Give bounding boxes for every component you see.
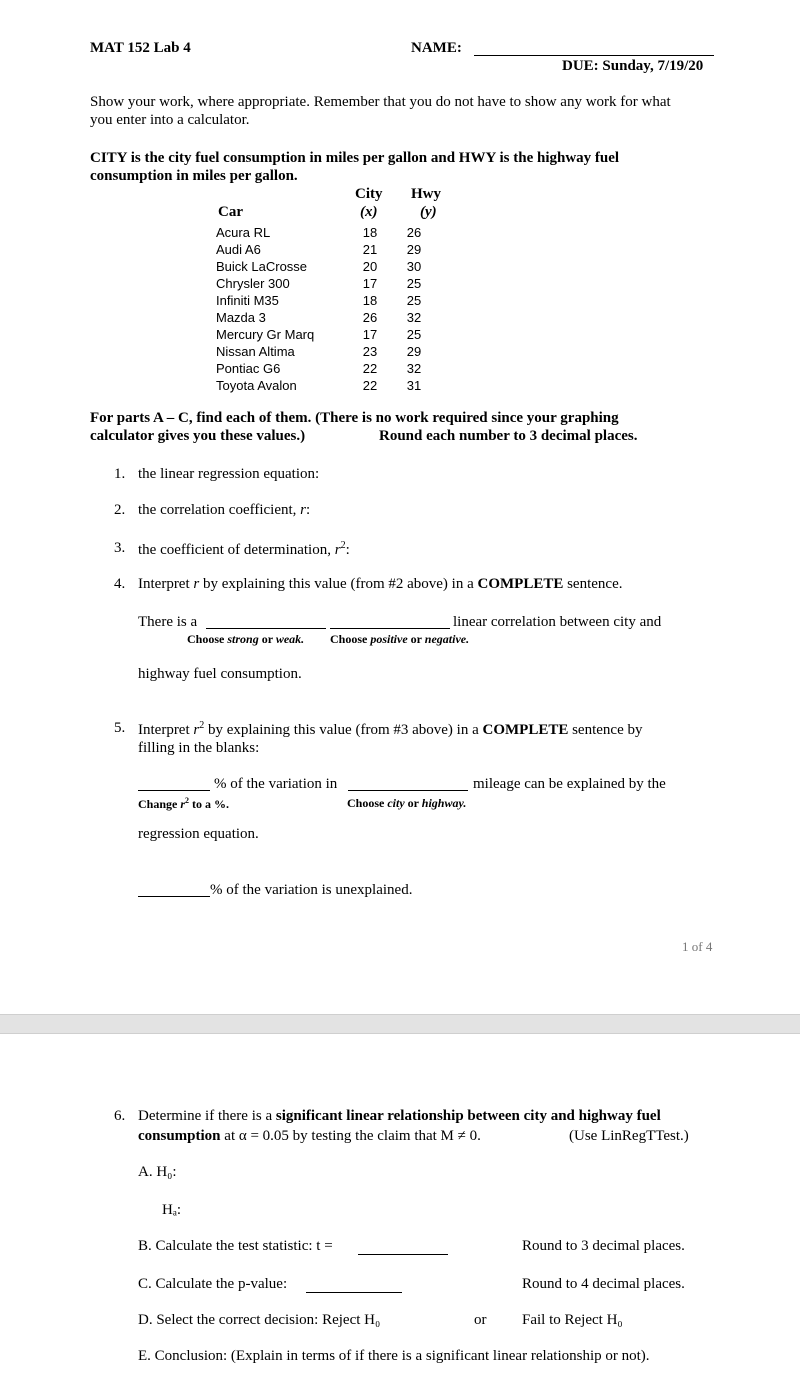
table-row [216, 292, 434, 309]
q5-hint-percent: Change $r^2$ to a %. [138, 796, 230, 811]
hwy-value: 32 [406, 361, 422, 376]
q4-hint-strength: Choose strong or weak. [187, 632, 305, 646]
q4-text: Interpret r by explaining this value (from #2 above) in a COMPLETE sentence. [138, 576, 623, 592]
q6-part-e: E. Conclusion: (Explain in terms of if there is a significant linear relationship or not). [138, 1348, 650, 1364]
car-name: Infiniti M35 [216, 293, 279, 308]
instructions-line2: you enter into a calculator. [90, 112, 250, 128]
city-value: 17 [362, 327, 378, 342]
hwy-value: 29 [406, 344, 422, 359]
q5-blank-mileage[interactable] [348, 778, 468, 791]
q4-blank-strength[interactable] [206, 616, 326, 629]
page-number: 1 of 4 [682, 939, 713, 954]
q6-line1: Determine if there is a significant linear relationship between city and highway fuel [138, 1108, 661, 1124]
definition-line2: consumption in miles per gallon. [90, 168, 298, 184]
city-value: 17 [362, 276, 378, 291]
q6-part-b: B. Calculate the test statistic: t = [138, 1238, 333, 1254]
q2-text-wrap: the correlation coefficient, r: [138, 502, 311, 518]
table-row [216, 241, 434, 258]
car-table [216, 224, 434, 394]
q3-text: the coefficient of determination, [138, 542, 335, 558]
page-separator [0, 1014, 800, 1034]
q6-use-hint: (Use LinRegTTest.) [569, 1128, 689, 1144]
col-hwy-header: Hwy [411, 186, 441, 202]
car-name: Chrysler 300 [216, 276, 290, 291]
q6-blank-t[interactable] [358, 1242, 448, 1255]
q5-unexplained: % of the variation is unexplained. [210, 882, 413, 898]
q6-line2: consumption at α = 0.05 by testing the claim that M ≠ 0. [138, 1128, 481, 1144]
q2-text: the correlation coefficient, [138, 502, 301, 518]
table-row [216, 343, 434, 360]
q6-part-a-ha: Hₐ: [162, 1202, 182, 1218]
parts-intro-line2a: calculator gives you these values.) [90, 428, 306, 444]
parts-intro-line2b: Round each number to 3 decimal places. [379, 428, 638, 444]
q6-part-a: A. H₀: [138, 1164, 177, 1180]
hwy-value: 30 [406, 259, 422, 274]
q3-number: 3. [114, 540, 126, 556]
city-value: 23 [362, 344, 378, 359]
car-name: Acura RL [216, 225, 271, 240]
table-row [216, 275, 434, 292]
q6-number: 6. [114, 1108, 126, 1124]
q6-part-d: D. Select the correct decision: Reject H₀ [138, 1312, 381, 1328]
q4-hint-direction: Choose positive or negative. [330, 632, 470, 646]
table-row [216, 377, 434, 394]
q4-there-is-a: There is a [138, 614, 198, 630]
hwy-value: 25 [406, 293, 422, 308]
col-city-var: (x) [360, 204, 378, 220]
q3-text-wrap: the coefficient of determination, $r^2$: [138, 540, 350, 558]
q5-pct-var-in: % of the variation in [214, 776, 338, 792]
car-name: Mercury Gr Marq [216, 327, 315, 342]
q5-blank-unexplained[interactable] [138, 884, 210, 897]
city-value: 18 [362, 293, 378, 308]
car-name: Nissan Altima [216, 344, 295, 359]
car-name: Mazda 3 [216, 310, 266, 325]
hwy-value: 32 [406, 310, 422, 325]
q2-number: 2. [114, 502, 126, 518]
hwy-value: 31 [406, 378, 422, 393]
definition-line1: CITY is the city fuel consumption in miles per gallon and HWY is the highway fuel [90, 150, 620, 166]
table-row [216, 224, 434, 241]
q5-number: 5. [114, 720, 126, 736]
table-row [216, 326, 434, 343]
q5-text: Interpret $r^2$ by explaining this value (from #3 above) in a COMPLETE sentence by [138, 720, 643, 738]
q6-part-d-fail: Fail to Reject H₀ [522, 1312, 623, 1328]
hwy-value: 25 [406, 327, 422, 342]
q5-hint-mileage: Choose city or highway. [347, 796, 467, 810]
city-value: 22 [362, 361, 378, 376]
q1-number: 1. [114, 466, 126, 482]
col-hwy-var: (y) [420, 204, 437, 220]
name-label: NAME: [411, 40, 462, 56]
due-date: DUE: Sunday, 7/19/20 [562, 58, 704, 74]
parts-intro-line1: For parts A – C, find each of them. (There is no work required since your graphing [90, 410, 619, 426]
table-row [216, 258, 434, 275]
q4-highway: highway fuel consumption. [138, 666, 302, 682]
q6-part-d-or: or [474, 1312, 487, 1328]
col-car-header: Car [218, 204, 243, 220]
city-value: 18 [362, 225, 378, 240]
car-name: Buick LaCrosse [216, 259, 308, 274]
instructions-line1: Show your work, where appropriate. Remember that you do not have to show any work for what [90, 94, 671, 110]
q5-mileage: mileage can be explained by the [473, 776, 666, 792]
car-name: Pontiac G6 [216, 361, 281, 376]
city-value: 22 [362, 378, 378, 393]
q4-linear-correlation: linear correlation between city and [453, 614, 662, 630]
table-row [216, 360, 434, 377]
q5-blank-percent[interactable] [138, 778, 210, 791]
name-blank[interactable] [474, 43, 714, 56]
q6-part-c-round: Round to 4 decimal places. [522, 1276, 685, 1292]
course-title: MAT 152 Lab 4 [90, 40, 191, 56]
q5-regression: regression equation. [138, 826, 259, 842]
city-value: 20 [362, 259, 378, 274]
q6-part-b-round: Round to 3 decimal places. [522, 1238, 685, 1254]
hwy-value: 26 [406, 225, 422, 240]
car-name: Toyota Avalon [216, 378, 297, 393]
q4-blank-direction[interactable] [330, 616, 450, 629]
q6-blank-p[interactable] [306, 1280, 402, 1293]
col-city-header: City [355, 186, 383, 202]
car-name: Audi A6 [216, 242, 261, 257]
q6-part-c: C. Calculate the p-value: [138, 1276, 288, 1292]
q4-number: 4. [114, 576, 126, 592]
city-value: 26 [362, 310, 378, 325]
q1-text: the linear regression equation: [138, 466, 320, 482]
city-value: 21 [362, 242, 378, 257]
hwy-value: 25 [406, 276, 422, 291]
table-row [216, 309, 434, 326]
q5-line2: filling in the blanks: [138, 740, 260, 756]
hwy-value: 29 [406, 242, 422, 257]
